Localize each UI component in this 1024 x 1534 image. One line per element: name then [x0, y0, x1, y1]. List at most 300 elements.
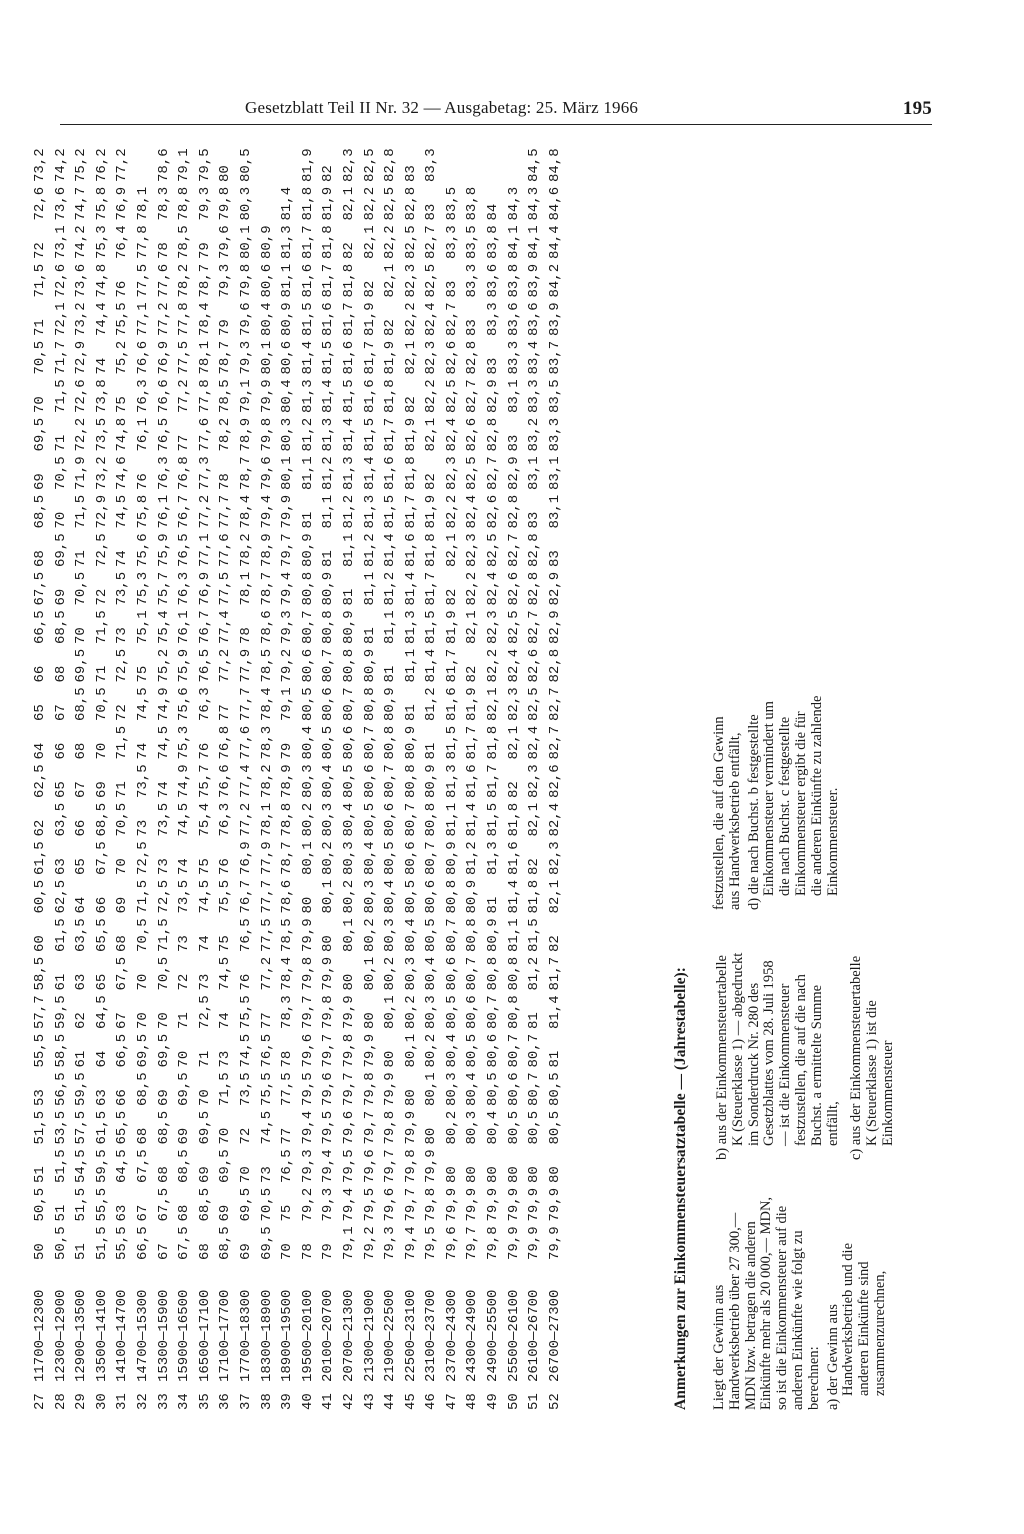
income-range: 25500—26100: [505, 1289, 522, 1382]
rate-cell: 59,5: [52, 995, 69, 1029]
rate-cell: 84,5: [526, 148, 543, 182]
rate-cell: 78,7: [258, 571, 275, 606]
rate-cell: 81,8: [505, 802, 522, 837]
rate-cell: 81: [361, 627, 378, 644]
rate-cell: 82,7: [423, 225, 440, 259]
rate-cell: 78,8: [176, 186, 193, 221]
rate-cell: 77,7: [237, 687, 254, 721]
rate-cell: 74,9: [176, 764, 193, 798]
rate-cell: 77,7: [217, 494, 234, 529]
row-number: 32: [134, 1393, 151, 1410]
rate-cell: 79,9: [546, 1226, 563, 1260]
rate-cell: 80,2: [443, 1110, 460, 1145]
rate-cell: 81,5: [443, 725, 460, 760]
rate-cell: 83,1: [505, 379, 522, 413]
rate-cell: 74,5: [258, 1110, 275, 1145]
rate-cell: 80: [320, 935, 337, 952]
rate-cell: 69: [155, 1089, 172, 1106]
table-row: [360, 135, 381, 1410]
rate-cell: 67,5: [114, 956, 131, 991]
rate-cell: 73,5: [176, 879, 193, 914]
rate-cell: 79,9: [340, 995, 357, 1029]
rate-cell: 80: [526, 1166, 543, 1183]
rate-cell: 79,6: [382, 1187, 399, 1222]
income-range: 13500—14100: [93, 1289, 110, 1382]
notes-item-d: d) die nach Buchst. b festgestellte Einkommensteuer vermindert um die nach Buchst. c festgestellte Einkommensteuer ergibt die für die anderen Einkünfte zu zahlende Einkommensteuer.: [745, 695, 841, 910]
rate-cell: 78,2: [176, 263, 193, 298]
rate-cell: 76: [217, 858, 234, 875]
rate-cell: 79,9: [402, 1110, 419, 1145]
rate-cell: 69,5: [52, 533, 69, 567]
rate-cell: 81,2: [320, 456, 337, 490]
rate-cell: 83: [485, 357, 502, 375]
rate-cell: 69: [217, 1204, 234, 1222]
rate-cell: 68: [196, 1243, 213, 1260]
rate-cell: 82,9: [546, 571, 563, 606]
rate-cell: 80,5: [505, 1110, 522, 1145]
rate-cell: 55,5: [93, 1187, 110, 1222]
rate-cell: 77,5: [279, 1072, 296, 1106]
income-range: 21300—21900: [361, 1289, 378, 1382]
rate-cell: 73: [217, 1050, 234, 1068]
rate-cell: 79,6: [299, 1033, 316, 1068]
rate-cell: 81,7: [485, 764, 502, 798]
rate-cell: 83: [505, 434, 522, 452]
rate-cell: 78,2: [237, 533, 254, 567]
rate-cell: 81,2: [423, 687, 440, 721]
income-range: 26100—26700: [526, 1289, 543, 1382]
rate-cell: 66: [73, 819, 90, 837]
rate-cell: 77,2: [114, 148, 131, 182]
table-row: [277, 135, 298, 1410]
rate-cell: 64,5: [93, 995, 110, 1029]
rate-cell: 83,6: [526, 302, 543, 336]
rate-cell: 75,6: [176, 687, 193, 721]
rate-cell: 79,8: [299, 956, 316, 991]
rate-cell: 82,3: [464, 533, 481, 567]
rate-cell: 78,2: [217, 417, 234, 452]
notes-column-3: [712, 695, 841, 910]
rate-cell: 83,5: [443, 186, 460, 221]
rate-cell: 81,4: [382, 533, 399, 567]
rate-cell: 69,5: [176, 1072, 193, 1106]
rate-cell: 80,8: [299, 571, 316, 606]
rate-cell: 63,5: [52, 802, 69, 837]
rate-cell: 80,7: [526, 1033, 543, 1068]
rate-cell: 79,9: [299, 918, 316, 952]
table-row: [339, 135, 360, 1410]
income-range: 21900—22500: [382, 1289, 399, 1382]
rate-cell: 69,5: [258, 1226, 275, 1260]
rate-cell: 83,5: [464, 225, 481, 259]
rate-cell: 80,5: [382, 841, 399, 875]
rate-cell: 80,4: [485, 1110, 502, 1145]
rate-cell: 79,5: [299, 1072, 316, 1106]
rate-cell: 81,9: [423, 494, 440, 529]
rate-cell: 80,7: [320, 648, 337, 683]
row-number: 45: [402, 1393, 419, 1410]
rate-cell: 78,2: [258, 764, 275, 798]
rate-cell: 80,8: [443, 879, 460, 914]
rate-cell: 77,2: [237, 802, 254, 837]
rate-cell: 67: [155, 1243, 172, 1260]
rate-cell: 74,9: [155, 687, 172, 721]
rate-cell: 82,2: [464, 571, 481, 606]
rate-cell: 72,2: [73, 417, 90, 452]
rate-cell: 79,6: [258, 456, 275, 490]
rate-cell: 77,5: [217, 571, 234, 606]
rate-cell: 81,5: [340, 379, 357, 413]
row-number: 41: [320, 1393, 337, 1410]
rate-cell: 79,8: [320, 995, 337, 1029]
rate-cell: 68,5: [32, 494, 48, 529]
rate-cell: 61,5: [32, 841, 48, 875]
rate-cell: 78: [155, 242, 172, 259]
rate-cell: 81: [299, 511, 316, 529]
rate-cell: 63: [114, 1204, 131, 1222]
row-number: 38: [258, 1393, 275, 1410]
rate-cell: 68,5: [93, 802, 110, 837]
rate-cell: 83: [443, 280, 460, 298]
rate-cell: 80,5: [546, 1110, 563, 1145]
rate-cell: 80,5: [237, 148, 254, 182]
income-range: 24300—24900: [464, 1289, 481, 1382]
rate-cell: 75,8: [93, 186, 110, 221]
rate-cell: 75,6: [134, 533, 151, 567]
rate-cell: 79,3: [279, 610, 296, 644]
rate-cell: 81,4: [505, 879, 522, 914]
rate-cell: 53,5: [52, 1110, 69, 1145]
rate-cell: 68,5: [217, 1226, 234, 1260]
rate-cell: 82: [505, 781, 522, 798]
rate-cell: 78,6: [258, 610, 275, 644]
rate-cell: 82,2: [423, 379, 440, 413]
rate-cell: 80,8: [382, 725, 399, 760]
rate-cell: 71,5: [93, 610, 110, 644]
rate-cell: 70: [134, 973, 151, 991]
rate-cell: 73: [114, 627, 131, 644]
rate-cell: 70,5: [258, 1187, 275, 1222]
rate-cell: 79,4: [320, 1149, 337, 1183]
rate-cell: 81,9: [402, 417, 419, 452]
rate-cell: 71: [196, 1050, 213, 1068]
rate-cell: 80,5: [320, 725, 337, 760]
rate-cell: 74: [114, 550, 131, 567]
rate-cell: 82,1: [464, 610, 481, 644]
rate-cell: 81,6: [464, 764, 481, 798]
rate-cell: 81,3: [320, 417, 337, 452]
income-range: 20700—21300: [340, 1289, 357, 1382]
rate-cell: 80,5: [526, 1110, 543, 1145]
rate-cell: 82,1: [402, 340, 419, 375]
rate-cell: 76,5: [196, 648, 213, 683]
rate-cell: 81,5: [485, 802, 502, 837]
rate-cell: 81,7: [546, 956, 563, 991]
rate-cell: 80,6: [258, 263, 275, 298]
rate-cell: 79,3: [382, 1226, 399, 1260]
rate-cell: 69: [196, 1166, 213, 1183]
rate-cell: 72: [176, 973, 193, 991]
rate-cell: 79,8: [402, 1149, 419, 1183]
rate-cell: 76,8: [176, 456, 193, 490]
notes-item-a: a) der Gewinn aus Handwerksbetrieb und die anderen Einkünfte sind zusammenzurechnen,: [824, 1242, 888, 1410]
notes-intro: Liegt der Gewinn aus Handwerksbetrieb über 27 300,— MDN bzw. betragen die anderen Einkünfte mehr als 20 000,— MDN, so ist die Einkommensteuer auf die anderen Einkünfte wie folgt zu berechnen:: [711, 1196, 822, 1410]
rate-cell: 83,9: [526, 263, 543, 298]
table-row: [483, 135, 504, 1410]
rate-cell: 76,9: [196, 571, 213, 606]
rate-cell: 80: [546, 1166, 563, 1183]
rate-cell: 55,5: [32, 1033, 48, 1068]
rate-cell: 80,6: [443, 956, 460, 991]
rate-cell: 80,9: [485, 918, 502, 952]
rate-cell: 84,1: [526, 225, 543, 259]
rate-cell: 80,7: [299, 610, 316, 644]
notes-block: [711, 695, 896, 1410]
rate-cell: 73,6: [52, 186, 69, 221]
rate-cell: 79,9: [485, 1187, 502, 1222]
row-number: 35: [196, 1393, 213, 1410]
rate-cell: 70: [93, 742, 110, 760]
rate-cell: 79,4: [340, 1187, 357, 1222]
rate-cell: 80,6: [382, 802, 399, 837]
rate-cell: 82,6: [546, 764, 563, 798]
rate-cell: 79,1: [176, 148, 193, 182]
rate-cell: 81,1: [382, 610, 399, 644]
table-row: [380, 135, 401, 1410]
rate-cell: 82,3: [402, 263, 419, 298]
rate-cell: 74,2: [73, 225, 90, 259]
rate-cell: 82: [443, 588, 460, 606]
rate-cell: 67,5: [93, 841, 110, 875]
rate-cell: 65: [52, 781, 69, 798]
rate-cell: 78,4: [258, 687, 275, 721]
rate-cell: 71,5: [155, 918, 172, 952]
rate-cell: 63,5: [73, 918, 90, 952]
rate-cell: 82,1: [505, 725, 522, 760]
row-number: 51: [526, 1393, 543, 1410]
rate-cell: 81,1: [361, 571, 378, 606]
rate-cell: 81,6: [320, 302, 337, 336]
rate-cell: 78,7: [279, 841, 296, 875]
rate-cell: 82: [361, 280, 378, 298]
rate-cell: 73,2: [93, 456, 110, 490]
table-row: [92, 135, 113, 1410]
rate-cell: 68: [155, 1166, 172, 1183]
rate-cell: 80,2: [423, 1033, 440, 1068]
rate-cell: 77,8: [176, 302, 193, 336]
rate-cell: 66,5: [134, 1226, 151, 1260]
rate-cell: 74,5: [176, 802, 193, 837]
rate-cell: 82,2: [443, 494, 460, 529]
rate-cell: 72: [114, 704, 131, 721]
rate-cell: 74,5: [196, 879, 213, 914]
rate-cell: 51: [32, 1166, 48, 1183]
rate-cell: 83,2: [526, 417, 543, 452]
rate-cell: 80,4: [402, 918, 419, 952]
rate-cell: 79,9: [361, 1033, 378, 1068]
rate-cell: 57,5: [73, 1110, 90, 1145]
rate-cell: 74,8: [114, 417, 131, 452]
table-row: [112, 135, 133, 1410]
rate-cell: 80,6: [299, 648, 316, 683]
rate-cell: 74,8: [93, 263, 110, 298]
rate-cell: 72,9: [93, 494, 110, 529]
rate-cell: 57,7: [32, 995, 48, 1029]
rate-cell: 69,5: [73, 648, 90, 683]
table-row: [421, 135, 442, 1410]
rate-cell: 70,5: [114, 802, 131, 837]
rate-cell: 75,2: [73, 148, 90, 182]
rate-cell: 82,1: [443, 533, 460, 567]
rate-cell: 68: [52, 665, 69, 683]
rate-cell: 51,5: [52, 1149, 69, 1183]
rate-cell: 73,5: [114, 571, 131, 606]
rate-cell: 84,1: [505, 225, 522, 259]
rate-cell: 79,7: [464, 1226, 481, 1260]
rate-cell: 82,3: [505, 687, 522, 721]
rate-cell: 77,3: [196, 456, 213, 490]
rate-cell: 77,5: [176, 340, 193, 375]
rate-cell: 69: [114, 896, 131, 914]
rate-cell: 51,5: [32, 1110, 48, 1145]
rate-cell: 61: [73, 1050, 90, 1068]
rate-cell: 54,5: [73, 1149, 90, 1183]
row-number: 31: [114, 1393, 131, 1410]
rate-cell: 70: [114, 858, 131, 875]
rate-cell: 80,7: [382, 764, 399, 798]
rate-cell: 81,4: [361, 456, 378, 490]
rate-cell: 74,7: [73, 186, 90, 221]
rate-cell: 79,9: [505, 1187, 522, 1222]
rate-cell: 76,3: [134, 379, 151, 413]
rate-cell: 82,2: [402, 302, 419, 336]
rate-cell: 82,7: [485, 456, 502, 490]
rate-cell: 82,3: [485, 610, 502, 644]
rate-cell: 80,5: [361, 802, 378, 837]
rate-cell: 70: [73, 627, 90, 644]
rate-cell: 72: [93, 588, 110, 606]
rate-cell: 80,7: [505, 1033, 522, 1068]
rate-cell: 81,4: [423, 648, 440, 683]
rate-cell: 82,9: [546, 610, 563, 644]
rate-cell: 83,1: [546, 456, 563, 490]
table-row: [442, 135, 463, 1410]
rate-cell: 80,4: [464, 1072, 481, 1106]
rate-cell: 77,4: [217, 610, 234, 644]
rate-cell: 74: [196, 935, 213, 952]
rate-cell: 78,6: [155, 148, 172, 182]
table-row: [30, 135, 51, 1410]
rate-cell: 79,5: [423, 1226, 440, 1260]
rate-cell: 77,2: [176, 379, 193, 413]
rate-cell: 80,5: [299, 687, 316, 721]
notes-item-c: c) aus der Einkommensteuertabelle K (Steuerklasse 1) ist die Einkommensteuer: [848, 955, 896, 1160]
rate-cell: 81,2: [340, 494, 357, 529]
rate-cell: 81,1: [505, 918, 522, 952]
rate-cell: 83,3: [546, 417, 563, 452]
rate-cell: 64,5: [114, 1149, 131, 1183]
rate-cell: 78,5: [279, 918, 296, 952]
rate-cell: 79,9: [423, 1149, 440, 1183]
row-number: 52: [546, 1393, 563, 1410]
rate-cell: 82,5: [382, 186, 399, 221]
rate-cell: 74,2: [52, 148, 69, 182]
row-number: 33: [155, 1393, 172, 1410]
rate-cell: 68: [134, 1127, 151, 1145]
rate-cell: 82,3: [423, 340, 440, 375]
rate-cell: 80: [423, 1127, 440, 1145]
rate-cell: 79,6: [443, 1226, 460, 1260]
rate-cell: 62: [32, 819, 48, 837]
rate-cell: 70,5: [52, 456, 69, 490]
rate-cell: 72,9: [73, 340, 90, 375]
rate-cell: 81,3: [361, 494, 378, 529]
rate-cell: 62: [73, 1012, 90, 1029]
rate-cell: 83,1: [526, 456, 543, 490]
row-number: 29: [73, 1393, 90, 1410]
rate-cell: 76,5: [258, 1033, 275, 1068]
rate-cell: 81,3: [279, 225, 296, 259]
rate-cell: 80,7: [485, 995, 502, 1029]
rate-cell: 81,3: [402, 610, 419, 644]
rate-cell: 79,8: [423, 1187, 440, 1222]
rate-cell: 80,7: [526, 1072, 543, 1106]
rate-cell: 82: [464, 665, 481, 683]
rate-cell: 79,6: [340, 1110, 357, 1145]
rate-cell: 80,5: [443, 995, 460, 1029]
row-number: 27: [32, 1393, 48, 1410]
rate-cell: 83: [423, 203, 440, 221]
rate-cell: 84,3: [505, 186, 522, 221]
rate-cell: 80,2: [340, 879, 357, 914]
row-number: 50: [505, 1393, 522, 1410]
rate-cell: 67: [114, 1012, 131, 1029]
rate-cell: 82,5: [443, 379, 460, 413]
rate-cell: 79,4: [258, 494, 275, 529]
rate-cell: 72: [237, 1127, 254, 1145]
rate-cell: 79,5: [361, 1187, 378, 1222]
rate-cell: 79,9: [464, 1187, 481, 1222]
rate-cell: 75,3: [176, 725, 193, 760]
rate-cell: 81,8: [485, 725, 502, 760]
rate-cell: 80,1: [258, 340, 275, 375]
income-range: 24900—25500: [485, 1289, 502, 1382]
rate-cell: 78,3: [155, 186, 172, 221]
rate-cell: 82,5: [361, 148, 378, 182]
rate-cell: 75,7: [155, 571, 172, 606]
rate-cell: 77: [176, 434, 193, 452]
income-range: 12300—12900: [52, 1289, 69, 1382]
rate-cell: 82: [423, 473, 440, 490]
rate-cell: 82,7: [443, 302, 460, 336]
table-row: [462, 135, 483, 1410]
rate-cell: 79,7: [299, 995, 316, 1029]
rate-cell: 80,3: [382, 918, 399, 952]
rate-cell: 50: [32, 1243, 48, 1260]
income-range: 15300—15900: [155, 1289, 172, 1382]
rate-cell: 73,5: [155, 802, 172, 837]
rate-cell: 67,5: [155, 1187, 172, 1222]
table-row: [236, 135, 257, 1410]
row-number: 48: [464, 1393, 481, 1410]
rate-cell: 71: [176, 1012, 193, 1029]
rate-cell: 79,8: [258, 417, 275, 452]
income-range: 19500—20100: [299, 1289, 316, 1382]
rate-cell: 80,6: [423, 879, 440, 914]
rate-cell: 80: [361, 1012, 378, 1029]
income-range: 17100—17700: [217, 1289, 234, 1382]
rate-cell: 80,4: [299, 725, 316, 760]
